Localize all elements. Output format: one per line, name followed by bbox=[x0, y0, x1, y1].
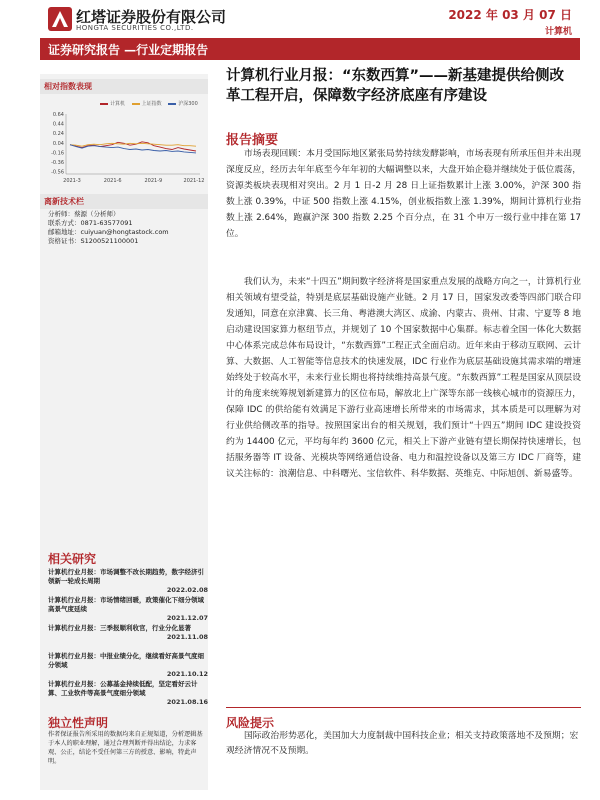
related-report-title[interactable]: 计算机行业月报：三季报顺利收官，行业分化显著 bbox=[48, 624, 191, 632]
x-tick-label: 2021-6 bbox=[103, 178, 122, 184]
x-tick-label: 2021-3 bbox=[63, 178, 81, 184]
related-report[interactable] bbox=[48, 652, 208, 679]
y-tick-label: 0.44 bbox=[52, 121, 64, 128]
relative-performance-chart bbox=[40, 108, 208, 190]
x-tick-label: 2021-9 bbox=[144, 178, 163, 184]
related-report-date: 2021.12.07 bbox=[166, 614, 208, 622]
related-report-title[interactable]: 计算机行业月报：市场情绪回暖，政策催化下细分领域高景气度延续 bbox=[48, 596, 204, 613]
divider bbox=[226, 707, 581, 708]
y-tick-label: -0.16 bbox=[51, 150, 64, 157]
independence-statement: 作者保证报告所采用的数据均来自正规渠道，分析逻辑基于本人的职业理解，通过合理判断并得出结论，力求客观、公正，结论不受任何第三方的授意、影响，特此声明。 bbox=[48, 731, 203, 765]
related-report-title[interactable]: 计算机行业月报：市场调整不改长期趋势，数字经济引领新一轮成长周期 bbox=[48, 568, 204, 585]
related-research-title: 相关研究 bbox=[48, 552, 97, 566]
company-name-en: HONGTA SECURITIES CO.,LTD. bbox=[76, 24, 194, 32]
summary-paragraph-outlook: 我们认为，未来“十四五”期间数字经济将是国家重点发展的战略方向之一，计算机行业相关领域有望受益，特别是底层基础设施产业链。2 月 17 日，国家发改委等四部门联合印发通知，同意在京津冀、长三角、粤港澳大湾区、成渝、内蒙古、贵州、甘肃、宁夏等 8 地启动建设国家算力枢纽节点，并规划了 10 个国家数据中心集群。标志着全国一体化大数据中心体系完成总体布局设计，“东数西算”工程正式全面启动。近年来由于移动互联网、云计算、大数据、人工智能等信息技术的快速发展，IDC 行业作为底层基础设施其需求端的增速始终处于较高水平，未来行业长期也将持续维持高景气度。“东数西算”工程是国家从顶层设计的角度来统筹规划新建算力的区位布局，解放北上广深等东部一线核心城市的资源压力，保障 IDC 的供给能有效满足下游行业高速增长所带来的市场需求，其本质是可以理解为对行业供给侧改革的指导。按照国家出台的相关规划，我们预计“十四五”期间 IDC 建设投资约为 14400 亿元，平均每年约 3600 亿元，相关上下游产业链有望长期保持快速增长，包括服务器等 IT 设备、光模块等网络通信设备、电力和温控设备以及第三方 IDC 厂商等，建议关注标的：浪潮信息、中科曙光、宝信软件、科华数据、英维克、中际旭创、新易盛等。 bbox=[226, 277, 581, 479]
y-tick-label: -0.56 bbox=[51, 169, 64, 176]
perf-section-title: 相对指数表现 bbox=[40, 79, 208, 94]
independence-statement-title: 独立性声明 bbox=[48, 716, 109, 730]
company-name-cn: 红塔证券股份有限公司 bbox=[76, 8, 227, 26]
x-tick-label: 2021-12 bbox=[183, 178, 205, 184]
report-title: 计算机行业月报：“东数西算”——新基建提供给侧改革工程开启，保障数字经济底座有序建设 bbox=[226, 68, 565, 104]
analyst-phone: 联系方式：0871-63577091 bbox=[48, 219, 133, 227]
related-report[interactable] bbox=[48, 596, 208, 623]
report-type-banner: 证券研究报告 —行业定期报告 bbox=[40, 38, 580, 60]
y-tick-label: 0.04 bbox=[52, 140, 64, 147]
y-tick-label: 0.24 bbox=[52, 131, 64, 138]
risk-text: 国际政治形势恶化，美国加大力度制裁中国科技企业；相关支持政策落地不及预期；宏观经济情况不及预期。 bbox=[226, 731, 579, 756]
legend-item-2: 上证指数 bbox=[132, 101, 162, 107]
analyst-license: 资格证书：S1200521100001 bbox=[48, 237, 139, 245]
summary-title: 报告摘要 bbox=[226, 133, 279, 148]
related-report-date: 2021.10.12 bbox=[166, 670, 208, 678]
industry-tag: 计算机 bbox=[544, 27, 572, 37]
analyst-info bbox=[48, 210, 208, 246]
company-logo bbox=[48, 5, 227, 35]
chart-legend bbox=[100, 100, 208, 107]
analyst-name: 分析师：蔡源（分析师） bbox=[48, 210, 120, 218]
related-report-date: 2022.02.08 bbox=[166, 586, 208, 594]
summary-paragraph-market: 市场表现回顾：本月受国际地区紧张局势持续发酵影响，市场表现有所承压但并未出现深度反应，经历去年年底至今年年初的大幅调整以来，大盘开始企稳并继续处于低位震荡，资源类板块表现相对突出。2 月 1 日-2 月 28 日上证指数累计上涨 3.00%，沪深 300 指数上涨 0.39%，中证 500 指数上涨 4.15%，创业板指数上涨 1.39%，期间计算机行业指数上涨 2.64%，跑赢沪深 300 指数 2.25 个百分点，在 31 个申万一级行业中排在第 17 位。 bbox=[226, 149, 581, 239]
hongta-logo-icon bbox=[48, 7, 72, 31]
related-report-title[interactable]: 计算机行业月报：公募基金持续低配，坚定看好云计算、工业软件等高景气度细分领域 bbox=[48, 680, 198, 697]
analyst-email: 邮箱地址：cuiyuan@hongtastock.com bbox=[48, 228, 169, 236]
report-date: 2022 年 03 月 07 日 bbox=[448, 8, 572, 22]
legend-item-3: 沪深300 bbox=[168, 101, 198, 107]
related-report[interactable] bbox=[48, 680, 208, 707]
legend-item-1: 计算机 bbox=[100, 101, 125, 107]
y-tick-label: 0.64 bbox=[52, 112, 64, 118]
related-report-date: 2021.08.16 bbox=[166, 698, 208, 706]
page-header bbox=[0, 0, 600, 60]
related-report[interactable] bbox=[48, 624, 208, 642]
analyst-section-title: 离新技术栏 bbox=[40, 194, 208, 209]
y-tick-label: -0.36 bbox=[51, 160, 64, 166]
related-report-date: 2021.11.08 bbox=[166, 633, 208, 641]
risk-title: 风险提示 bbox=[226, 716, 275, 730]
series-line-3 bbox=[70, 145, 196, 153]
related-report-title[interactable]: 计算机行业月报：中报业绩分化，继续看好高景气度细分领域 bbox=[48, 652, 204, 669]
related-report[interactable] bbox=[48, 568, 208, 595]
